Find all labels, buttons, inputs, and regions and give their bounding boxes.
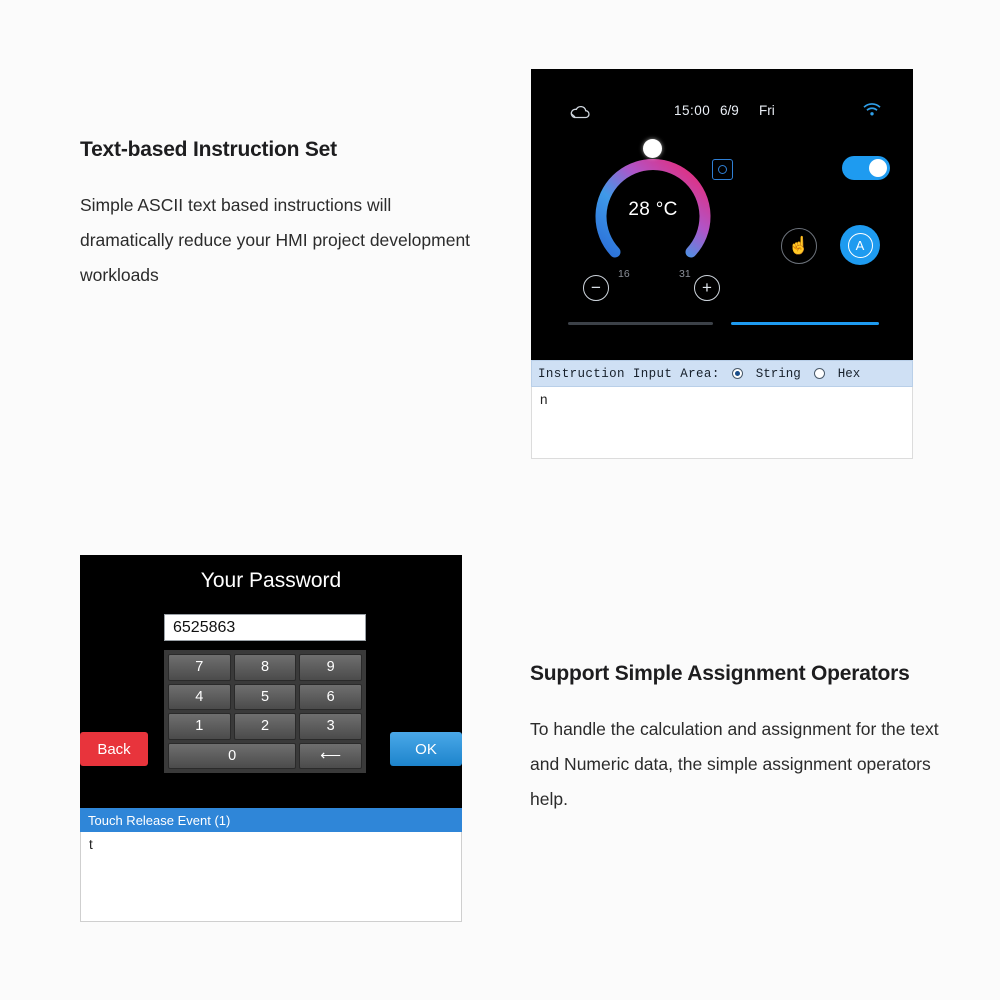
- radio-string[interactable]: [732, 368, 743, 379]
- key-6[interactable]: 6: [299, 684, 362, 711]
- dial-temperature-value: 28 °C: [628, 199, 678, 220]
- feature-title-text-instruction: Text-based Instruction Set: [80, 138, 337, 161]
- manual-mode-button[interactable]: [781, 228, 817, 264]
- feature-text-instruction-set: [80, 134, 480, 293]
- key-9[interactable]: 9: [299, 654, 362, 681]
- thermostat-lcd-screen[interactable]: [531, 69, 913, 360]
- bottom-sliders: [531, 317, 913, 331]
- power-toggle-switch[interactable]: [842, 156, 890, 180]
- status-time: 15:00: [674, 103, 711, 118]
- password-keypad-panel: [80, 555, 462, 922]
- dial-min-label: 16: [618, 268, 630, 280]
- decrease-temperature-button[interactable]: −: [583, 275, 609, 301]
- instruction-input-textarea[interactable]: n: [531, 387, 913, 459]
- instruction-input-bar: [531, 360, 913, 387]
- keypad-title: Your Password: [200, 569, 342, 592]
- key-1[interactable]: 1: [168, 713, 231, 740]
- feature-title-assignment-operators: Support Simple Assignment Operators: [530, 662, 910, 685]
- wifi-icon: [863, 103, 881, 119]
- slider-track-right[interactable]: [731, 322, 879, 325]
- radio-string-label: String: [755, 366, 801, 381]
- key-3[interactable]: 3: [299, 713, 362, 740]
- temperature-dial[interactable]: [589, 145, 717, 280]
- key-8[interactable]: 8: [234, 654, 297, 681]
- key-2[interactable]: 2: [234, 713, 297, 740]
- radio-hex-label: Hex: [837, 366, 861, 381]
- ok-button[interactable]: OK: [390, 732, 462, 766]
- keypad-lcd-screen[interactable]: [80, 555, 462, 808]
- status-day: Fri: [759, 103, 775, 118]
- password-input-field[interactable]: 6525863: [164, 614, 366, 641]
- status-date: 6/9: [720, 103, 739, 118]
- backspace-icon[interactable]: ⟵: [299, 743, 362, 770]
- dial-max-label: 31: [679, 268, 691, 280]
- key-0[interactable]: 0: [168, 743, 296, 770]
- increase-temperature-button[interactable]: +: [694, 275, 720, 301]
- target-icon[interactable]: [712, 159, 733, 180]
- auto-mode-label: A: [848, 233, 873, 258]
- auto-mode-button[interactable]: [840, 225, 880, 265]
- back-button[interactable]: Back: [80, 732, 148, 766]
- slider-track-left[interactable]: [568, 322, 713, 325]
- key-4[interactable]: 4: [168, 684, 231, 711]
- event-code-textarea[interactable]: t: [80, 832, 462, 922]
- key-7[interactable]: 7: [168, 654, 231, 681]
- feature-body-assignment-operators: To handle the calculation and assignment for the text and Numeric data, the simple assignment operators help.: [530, 719, 939, 809]
- lcd-status-bar: [531, 69, 913, 125]
- instruction-input-label: Instruction Input Area:: [538, 366, 720, 381]
- thermostat-panel: [531, 69, 913, 459]
- feature-assignment-operators: [530, 658, 950, 817]
- hand-touch-icon: ☝: [788, 236, 810, 255]
- key-5[interactable]: 5: [234, 684, 297, 711]
- touch-release-event-bar: Touch Release Event (1): [80, 808, 462, 832]
- dial-knob-handle[interactable]: [643, 139, 662, 158]
- cloud-icon: [569, 105, 591, 123]
- numeric-keypad: [164, 650, 366, 773]
- feature-body-text-instruction: Simple ASCII text based instructions will dramatically reduce your HMI project development workloads: [80, 195, 471, 285]
- radio-hex[interactable]: [814, 368, 825, 379]
